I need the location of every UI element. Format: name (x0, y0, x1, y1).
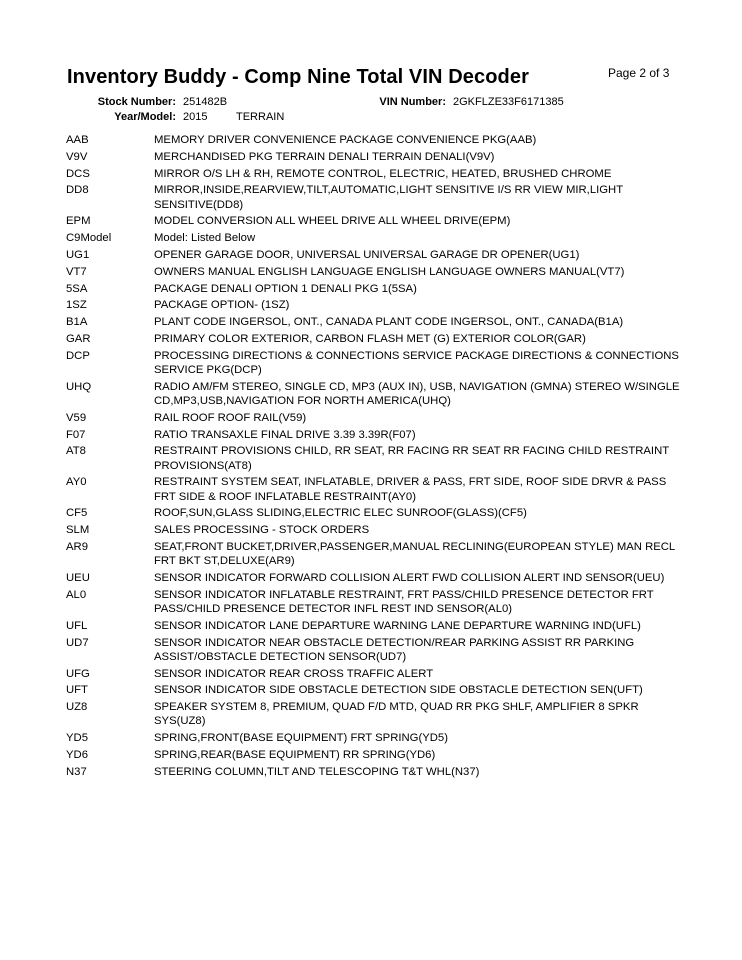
year-model-label: Year/Model: (114, 111, 176, 123)
option-description: PACKAGE DENALI OPTION 1 DENALI PKG 1(5SA) (154, 282, 417, 295)
year-value: 2015 (183, 111, 208, 123)
option-code: YD6 (66, 748, 88, 761)
option-code: UG1 (66, 248, 90, 261)
page-number: Page 2 of 3 (608, 66, 670, 80)
option-row (66, 133, 686, 147)
option-description: RAIL ROOF ROOF RAIL(V59) (154, 411, 307, 424)
option-row (66, 667, 686, 681)
option-code: DD8 (66, 184, 89, 197)
option-row (66, 588, 686, 616)
option-code: YD5 (66, 732, 88, 745)
option-code: AAB (66, 134, 89, 146)
option-description: ROOF,SUN,GLASS SLIDING,ELECTRIC ELEC SUNROOF(GLASS)(CF5) (154, 507, 527, 520)
option-code: UEU (66, 571, 90, 584)
option-description: MODEL CONVERSION ALL WHEEL DRIVE ALL WHEEL DRIVE(EPM) (154, 215, 511, 228)
option-code: AY0 (66, 476, 87, 489)
report-title: Inventory Buddy - Comp Nine Total VIN Decoder (67, 66, 529, 88)
option-description: PLANT CODE INGERSOL, ONT., CANADA PLANT CODE INGERSOL, ONT., CANADA(B1A) (154, 316, 624, 329)
stock-number-value: 251482B (183, 96, 228, 108)
option-row (66, 150, 686, 164)
option-description: SENSOR INDICATOR REAR CROSS TRAFFIC ALERT (154, 667, 434, 680)
option-description: RESTRAINT PROVISIONS CHILD, RR SEAT, RR FACING RR SEAT RR FACING CHILD RESTRAINT PROVISIONS(AT8) (154, 445, 669, 472)
option-row (66, 411, 686, 425)
option-code: AR9 (66, 540, 88, 553)
option-code: V59 (66, 411, 87, 424)
option-code: UFG (66, 667, 90, 680)
option-row (66, 248, 686, 262)
option-code-list (66, 133, 686, 782)
option-row (66, 265, 686, 279)
vin-number-value: 2GKFLZE33F6171385 (453, 96, 564, 108)
option-code: DCP (66, 349, 90, 362)
option-row (66, 231, 686, 245)
option-row (66, 332, 686, 346)
option-description: PACKAGE OPTION- (1SZ) (154, 299, 290, 312)
option-code: N37 (66, 765, 87, 778)
option-code: UFL (66, 619, 88, 632)
option-description: MIRROR O/S LH & RH, REMOTE CONTROL, ELECTRIC, HEATED, BRUSHED CHROME (154, 167, 612, 180)
option-code: UHQ (66, 380, 92, 393)
option-code: F07 (66, 428, 86, 441)
option-code: V9V (66, 150, 88, 163)
option-description: SPRING,FRONT(BASE EQUIPMENT) FRT SPRING(YD5) (154, 732, 448, 745)
option-row (66, 214, 686, 228)
option-description: MIRROR,INSIDE,REARVIEW,TILT,AUTOMATIC,LIGHT SENSITIVE I/S RR VIEW MIR,LIGHT SENSITIVE(DD8) (154, 184, 623, 211)
option-row (66, 540, 686, 568)
option-row (66, 748, 686, 762)
option-description: SPRING,REAR(BASE EQUIPMENT) RR SPRING(YD6) (154, 748, 436, 761)
option-code: C9Model (66, 232, 112, 245)
stock-number-label: Stock Number: (97, 96, 176, 108)
option-row (66, 700, 686, 728)
option-code: UZ8 (66, 701, 88, 714)
option-code: UD7 (66, 636, 89, 649)
option-code: GAR (66, 332, 91, 345)
option-row (66, 523, 686, 537)
option-description: Model: Listed Below (154, 232, 256, 245)
option-description: STEERING COLUMN,TILT AND TELESCOPING T&T WHL(N37) (154, 765, 480, 778)
option-row (66, 731, 686, 745)
option-code: SLM (66, 524, 90, 537)
option-code: AT8 (66, 445, 86, 458)
option-row (66, 380, 686, 408)
option-description: SENSOR INDICATOR LANE DEPARTURE WARNING LANE DEPARTURE WARNING IND(UFL) (154, 619, 641, 632)
option-description: MERCHANDISED PKG TERRAIN DENALI TERRAIN DENALI(V9V) (154, 150, 495, 163)
option-row (66, 765, 686, 779)
option-code: 1SZ (66, 299, 87, 312)
option-row (66, 167, 686, 181)
option-description: RESTRAINT SYSTEM SEAT, INFLATABLE, DRIVER & PASS, FRT SIDE, ROOF SIDE DRVR & PASS FRT SIDE & ROOF INFLATABLE RESTRAINT(AY0) (154, 476, 667, 503)
vin-number-label: VIN Number: (379, 96, 446, 108)
option-description: RADIO AM/FM STEREO, SINGLE CD, MP3 (AUX IN), USB, NAVIGATION (GMNA) STEREO W/SINGLE CD,MP3,USB,NAVIGATION FOR NORTH AMERICA(UHQ) (154, 380, 680, 407)
option-description: OPENER GARAGE DOOR, UNIVERSAL UNIVERSAL GARAGE DR OPENER(UG1) (154, 248, 580, 261)
option-row (66, 315, 686, 329)
option-row (66, 282, 686, 296)
option-row (66, 571, 686, 585)
option-row (66, 349, 686, 377)
option-description: SPEAKER SYSTEM 8, PREMIUM, QUAD F/D MTD, QUAD RR PKG SHLF, AMPLIFIER 8 SPKR SYS(UZ8) (154, 701, 639, 728)
option-row (66, 428, 686, 442)
option-row (66, 298, 686, 312)
option-description: SENSOR INDICATOR INFLATABLE RESTRAINT, FRT PASS/CHILD PRESENCE DETECTOR FRT PASS/CHILD PRESENCE DETECTOR INFL REST IND SENSOR(AL0) (154, 588, 654, 615)
option-description: PRIMARY COLOR EXTERIOR, CARBON FLASH MET (G) EXTERIOR COLOR(GAR) (154, 332, 586, 345)
option-code: 5SA (66, 282, 88, 295)
option-code: DCS (66, 167, 90, 180)
option-code: AL0 (66, 588, 87, 601)
option-description: SENSOR INDICATOR FORWARD COLLISION ALERT FWD COLLISION ALERT IND SENSOR(UEU) (154, 571, 665, 584)
option-description: SEAT,FRONT BUCKET,DRIVER,PASSENGER,MANUAL RECLINING(EUROPEAN STYLE) MAN RECL FRT BKT ST,DELUXE(AR9) (154, 540, 675, 568)
option-description: SALES PROCESSING - STOCK ORDERS (154, 524, 370, 537)
option-description: RATIO TRANSAXLE FINAL DRIVE 3.39 3.39R(F07) (154, 428, 416, 441)
option-row (66, 683, 686, 697)
option-description: OWNERS MANUAL ENGLISH LANGUAGE ENGLISH LANGUAGE OWNERS MANUAL(VT7) (154, 265, 625, 278)
option-row (66, 636, 686, 664)
option-code: B1A (66, 316, 88, 329)
option-row (66, 444, 686, 472)
option-description: MEMORY DRIVER CONVENIENCE PACKAGE CONVENIENCE PKG(AAB) (154, 134, 537, 146)
option-code: UFT (66, 684, 88, 697)
option-description: SENSOR INDICATOR NEAR OBSTACLE DETECTION/REAR PARKING ASSIST RR PARKING ASSIST/OBSTACLE DETECTION SENSOR(UD7) (154, 636, 635, 663)
option-row (66, 619, 686, 633)
option-code: VT7 (66, 265, 87, 278)
option-description: SENSOR INDICATOR SIDE OBSTACLE DETECTION SIDE OBSTACLE DETECTION SEN(UFT) (154, 684, 643, 697)
option-row (66, 475, 686, 503)
option-code: EPM (66, 215, 91, 228)
option-description: PROCESSING DIRECTIONS & CONNECTIONS SERVICE PACKAGE DIRECTIONS & CONNECTIONS SERVICE PKG(DCP) (154, 349, 679, 376)
option-row (66, 506, 686, 520)
option-code: CF5 (66, 507, 88, 520)
model-value: TERRAIN (236, 111, 285, 123)
option-row (66, 183, 686, 211)
